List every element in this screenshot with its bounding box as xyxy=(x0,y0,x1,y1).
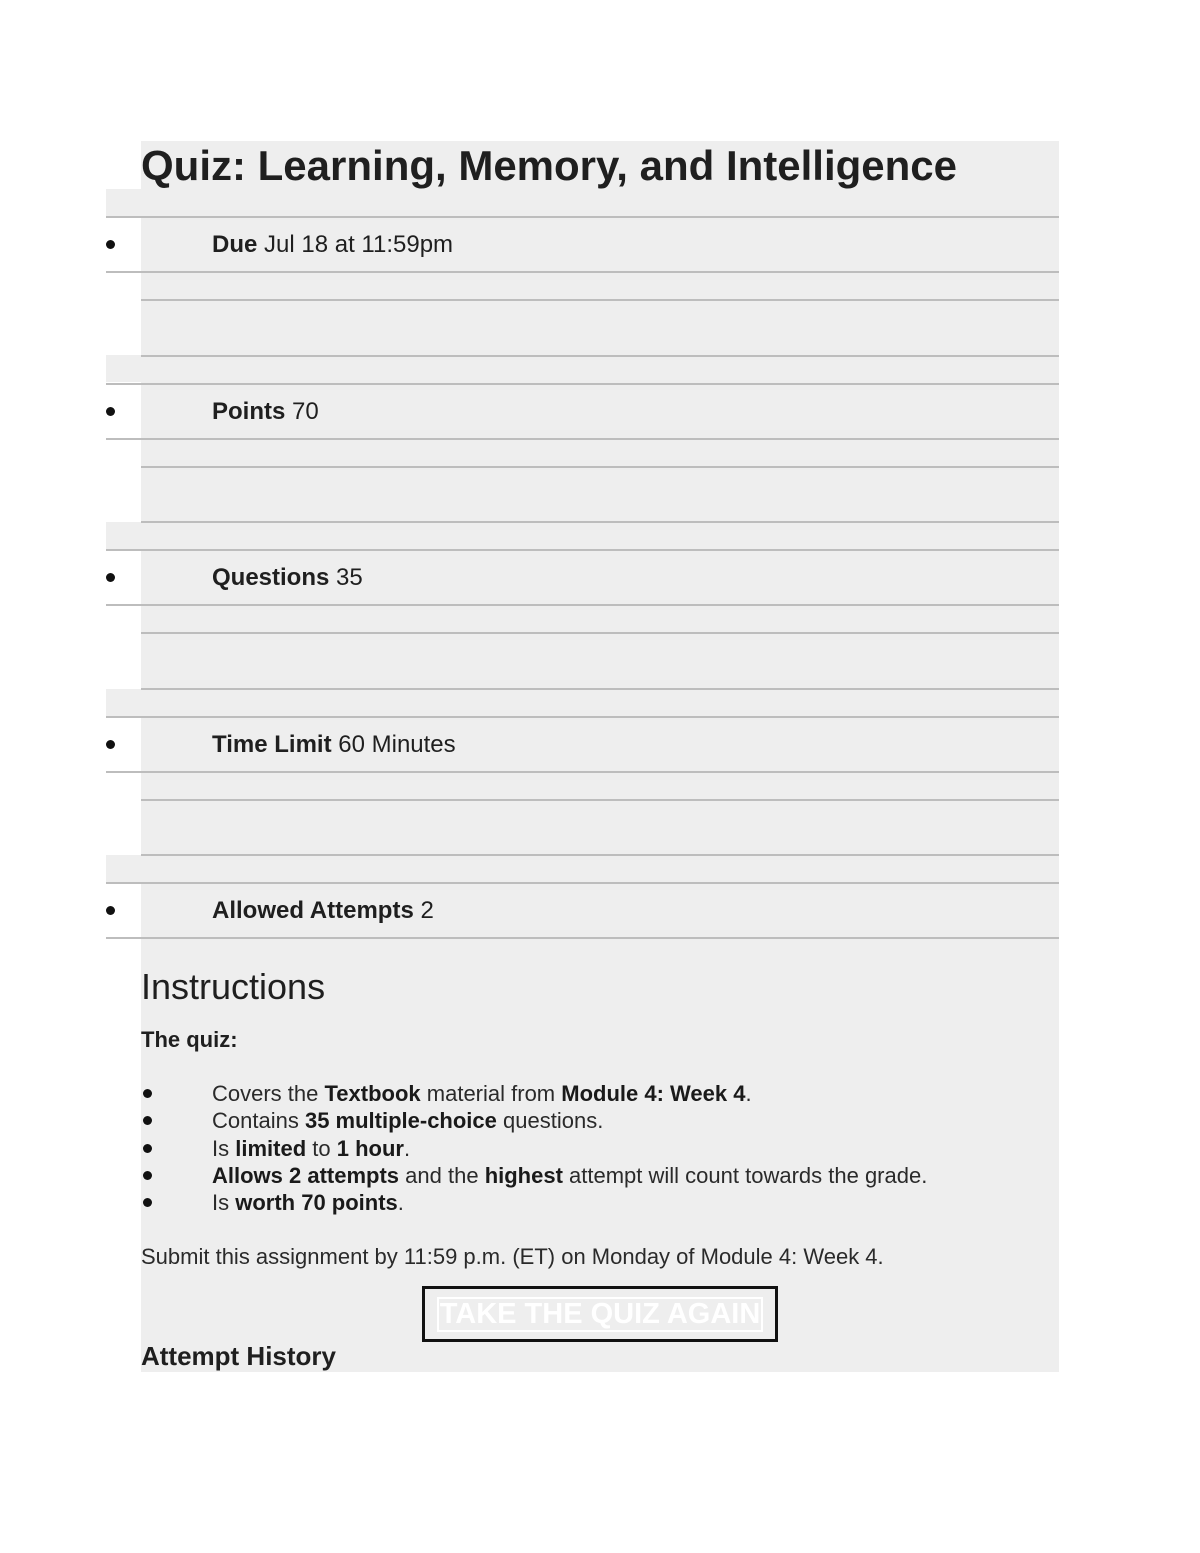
divider-line xyxy=(141,521,1059,523)
detail-value: 2 xyxy=(420,897,434,924)
divider-line xyxy=(141,854,1059,856)
divider-band xyxy=(106,189,1059,216)
bullet-icon xyxy=(106,740,115,749)
item-emphasis: Allows 2 attempts xyxy=(212,1162,400,1188)
instructions-lead: The quiz: xyxy=(141,1027,238,1052)
detail-value: 35 xyxy=(336,564,363,591)
item-emphasis: limited xyxy=(235,1135,307,1161)
bullet-icon xyxy=(143,1089,152,1098)
divider-line xyxy=(141,466,1059,468)
detail-label: Time Limit xyxy=(212,731,332,758)
detail-value: Jul 18 at 11:59pm xyxy=(264,231,454,258)
divider-line xyxy=(141,688,1059,690)
bullet-icon xyxy=(106,906,115,915)
page-title: Quiz: Learning, Memory, and Intelligence xyxy=(141,142,958,189)
item-text: . xyxy=(745,1081,752,1106)
detail-label: Due xyxy=(212,231,258,258)
item-text: . xyxy=(403,1135,411,1161)
detail-points xyxy=(106,385,1059,439)
attempt-history-heading: Attempt History xyxy=(141,1341,337,1371)
divider-band xyxy=(106,855,1059,882)
item-text: . xyxy=(397,1190,404,1216)
detail-time-limit xyxy=(106,718,1059,772)
item-text: Is xyxy=(212,1190,236,1216)
bullet-icon xyxy=(143,1171,152,1180)
detail-due xyxy=(106,218,1059,272)
bullet-icon xyxy=(106,407,115,416)
item-text: questions. xyxy=(496,1108,604,1134)
item-text: material from xyxy=(420,1081,562,1106)
detail-questions xyxy=(106,551,1059,605)
item-emphasis: highest xyxy=(484,1162,563,1188)
item-text: attempt will count towards the grade. xyxy=(562,1162,928,1188)
item-emphasis: 35 multiple-choice xyxy=(304,1108,497,1134)
item-emphasis: Textbook xyxy=(324,1081,421,1106)
item-text: and the xyxy=(399,1162,485,1188)
take-quiz-again-button[interactable] xyxy=(422,1286,778,1342)
bullet-icon xyxy=(106,240,115,249)
item-emphasis: worth 70 points xyxy=(235,1190,398,1216)
bullet-icon xyxy=(106,573,115,582)
divider-line xyxy=(141,632,1059,634)
item-text: Contains xyxy=(212,1108,305,1134)
detail-value: 60 Minutes xyxy=(338,731,456,758)
detail-value: 70 xyxy=(292,398,319,425)
divider-band xyxy=(106,355,1059,382)
button-label: TAKE THE QUIZ AGAIN xyxy=(439,1297,761,1330)
item-text: Covers the xyxy=(212,1081,325,1106)
item-text: Is xyxy=(212,1135,236,1161)
item-text: to xyxy=(306,1135,337,1161)
detail-label: Allowed Attempts xyxy=(212,897,414,924)
item-emphasis: Module 4: Week 4 xyxy=(561,1081,746,1106)
divider-band xyxy=(106,522,1059,549)
divider-line xyxy=(141,355,1059,357)
submit-deadline-note: Submit this assignment by 11:59 p.m. (ET) on Monday of Module 4: Week 4. xyxy=(141,1244,884,1269)
detail-allowed-attempts xyxy=(106,884,1059,938)
bullet-icon xyxy=(143,1144,152,1153)
item-emphasis: 1 hour xyxy=(336,1135,404,1161)
divider-band xyxy=(106,689,1059,716)
divider-line xyxy=(141,799,1059,801)
instructions-heading: Instructions xyxy=(141,966,326,1007)
detail-label: Questions xyxy=(212,564,330,591)
detail-label: Points xyxy=(212,398,286,425)
divider-line xyxy=(141,299,1059,301)
